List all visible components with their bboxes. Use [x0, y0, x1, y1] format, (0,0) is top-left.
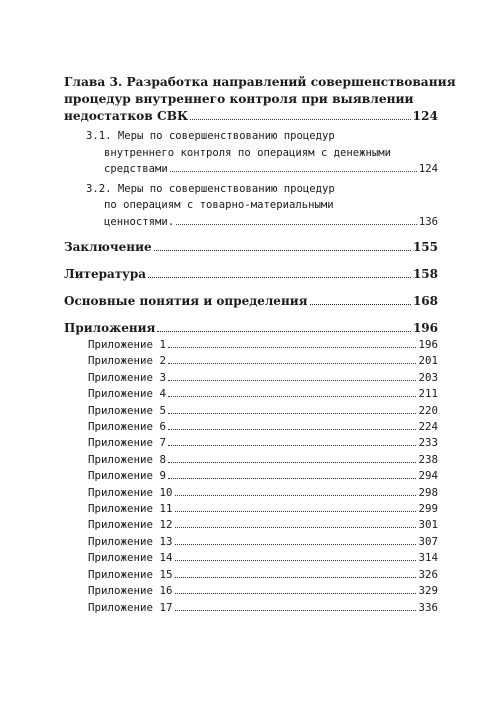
page-number: 203	[418, 370, 438, 384]
appendix-label: Приложение 6	[88, 420, 167, 434]
subsection-title-line-1: Меры по совершенствованию процедур	[117, 130, 335, 142]
dot-leader	[175, 560, 417, 561]
appendix-label: Приложение 12	[88, 518, 173, 532]
appendix-label: Приложение 8	[88, 452, 167, 466]
dot-leader	[154, 250, 411, 251]
section-label: Литература	[64, 267, 147, 281]
dot-leader	[168, 445, 416, 446]
page-number: 307	[418, 534, 438, 548]
appendix-label: Приложение 3	[88, 370, 167, 384]
dot-leader	[168, 413, 416, 414]
list-item[interactable]	[88, 550, 438, 566]
page-number: 158	[412, 267, 438, 281]
appendix-label: Приложение 9	[88, 469, 167, 483]
subsection-last-line	[86, 161, 438, 178]
dot-leader	[157, 331, 411, 332]
dot-leader	[168, 396, 416, 397]
page-number: 196	[418, 338, 438, 351]
appendix-label: Приложение 16	[88, 584, 173, 598]
list-item[interactable]	[88, 370, 438, 386]
subsection-title-line-2: по операциям с товарно-материальными	[104, 199, 334, 211]
page-number: 298	[418, 485, 438, 499]
appendix-label: Приложение 14	[88, 551, 173, 565]
toc-section-appendices[interactable]	[64, 320, 438, 337]
section-label: Приложения	[64, 321, 156, 335]
section-row	[64, 320, 438, 337]
page-number: 336	[418, 600, 438, 614]
page-number: 299	[418, 502, 438, 516]
list-item[interactable]	[88, 534, 438, 550]
appendix-label: Приложение 4	[88, 387, 167, 401]
appendix-label: Приложение 17	[88, 600, 173, 614]
subsection-first-line	[86, 181, 438, 198]
chapter-title-line-3	[64, 108, 438, 125]
dot-leader	[168, 347, 416, 348]
page-number: 224	[418, 420, 438, 434]
subsection-title-last: ценностями.	[104, 215, 175, 228]
appendix-label: Приложение 7	[88, 436, 167, 450]
list-item[interactable]	[88, 468, 438, 484]
page-number: 136	[418, 215, 438, 228]
subsection-last-line	[86, 214, 438, 231]
appendix-label: Приложение 11	[88, 502, 173, 516]
list-item[interactable]	[88, 435, 438, 451]
dot-leader	[148, 277, 411, 278]
dot-leader	[168, 478, 416, 479]
list-item[interactable]	[88, 567, 438, 583]
list-item[interactable]	[88, 337, 438, 353]
page-number: 301	[418, 518, 438, 532]
page-number: 168	[412, 294, 438, 308]
toc-section-literature[interactable]	[64, 266, 438, 283]
toc-subsection-3-1[interactable]	[64, 128, 438, 178]
page-number: 211	[418, 387, 438, 401]
list-item[interactable]	[88, 485, 438, 501]
toc-chapter-3[interactable]	[64, 74, 456, 125]
dot-leader	[168, 429, 416, 430]
page-number: 124	[418, 163, 438, 175]
dot-leader	[170, 171, 417, 172]
list-item[interactable]	[88, 583, 438, 599]
dot-leader	[310, 304, 411, 305]
list-item[interactable]	[88, 386, 438, 402]
page-number: 201	[418, 354, 438, 368]
list-item[interactable]	[88, 419, 438, 435]
dot-leader	[175, 544, 417, 545]
subsection-title-last: средствами	[104, 163, 168, 175]
page-number: 155	[412, 240, 438, 254]
subsection-first-line	[86, 128, 438, 145]
toc-section-conclusion[interactable]	[64, 239, 438, 256]
appendix-label: Приложение 5	[88, 403, 167, 417]
dot-leader	[175, 511, 417, 512]
section-label: Основные понятия и определения	[64, 294, 308, 308]
subsection-title-line-2: внутреннего контроля по операциям с денежными	[104, 146, 392, 159]
appendix-label: Приложение 10	[88, 485, 173, 499]
dot-leader	[168, 380, 416, 381]
section-row	[64, 266, 438, 283]
page-number: 124	[412, 109, 438, 123]
appendix-list	[64, 337, 438, 616]
page-number: 220	[418, 403, 438, 417]
table-of-contents	[64, 74, 456, 616]
dot-leader	[190, 119, 410, 120]
chapter-title-line-2: процедур внутреннего контроля при выявлении	[64, 92, 414, 106]
section-label: Заключение	[64, 240, 152, 254]
dot-leader	[168, 363, 416, 364]
list-item[interactable]	[88, 353, 438, 369]
section-row	[64, 293, 438, 310]
toc-section-definitions[interactable]	[64, 293, 438, 310]
list-item[interactable]	[88, 501, 438, 517]
dot-leader	[175, 610, 417, 611]
dot-leader	[175, 577, 417, 578]
chapter-title-line-1: Глава 3. Разработка направлений совершенствования	[64, 75, 456, 89]
page-number: 326	[418, 567, 438, 581]
page-number: 329	[418, 584, 438, 598]
page-number: 233	[418, 436, 438, 450]
list-item[interactable]	[88, 452, 438, 468]
subsection-number: 3.2.	[86, 182, 112, 195]
dot-leader	[176, 224, 417, 225]
section-row	[64, 239, 438, 256]
page-number: 238	[418, 452, 438, 466]
page-number: 314	[418, 551, 438, 565]
subsection-number: 3.1.	[86, 130, 112, 142]
appendix-label: Приложение 2	[88, 354, 167, 368]
chapter-title-last: недостатков СВК	[64, 109, 189, 123]
page-number: 294	[418, 469, 438, 483]
dot-leader	[175, 593, 417, 594]
page-number: 196	[412, 321, 438, 335]
dot-leader	[175, 527, 417, 528]
appendix-label: Приложение 1	[88, 338, 167, 351]
list-item[interactable]	[88, 517, 438, 533]
subsection-title-line-1: Меры по совершенствованию процедур	[117, 182, 335, 195]
list-item[interactable]	[88, 403, 438, 419]
dot-leader	[168, 462, 416, 463]
list-item[interactable]	[88, 600, 438, 616]
dot-leader	[175, 495, 417, 496]
appendix-label: Приложение 15	[88, 567, 173, 581]
toc-subsection-3-2[interactable]	[64, 181, 438, 231]
appendix-label: Приложение 13	[88, 534, 173, 548]
